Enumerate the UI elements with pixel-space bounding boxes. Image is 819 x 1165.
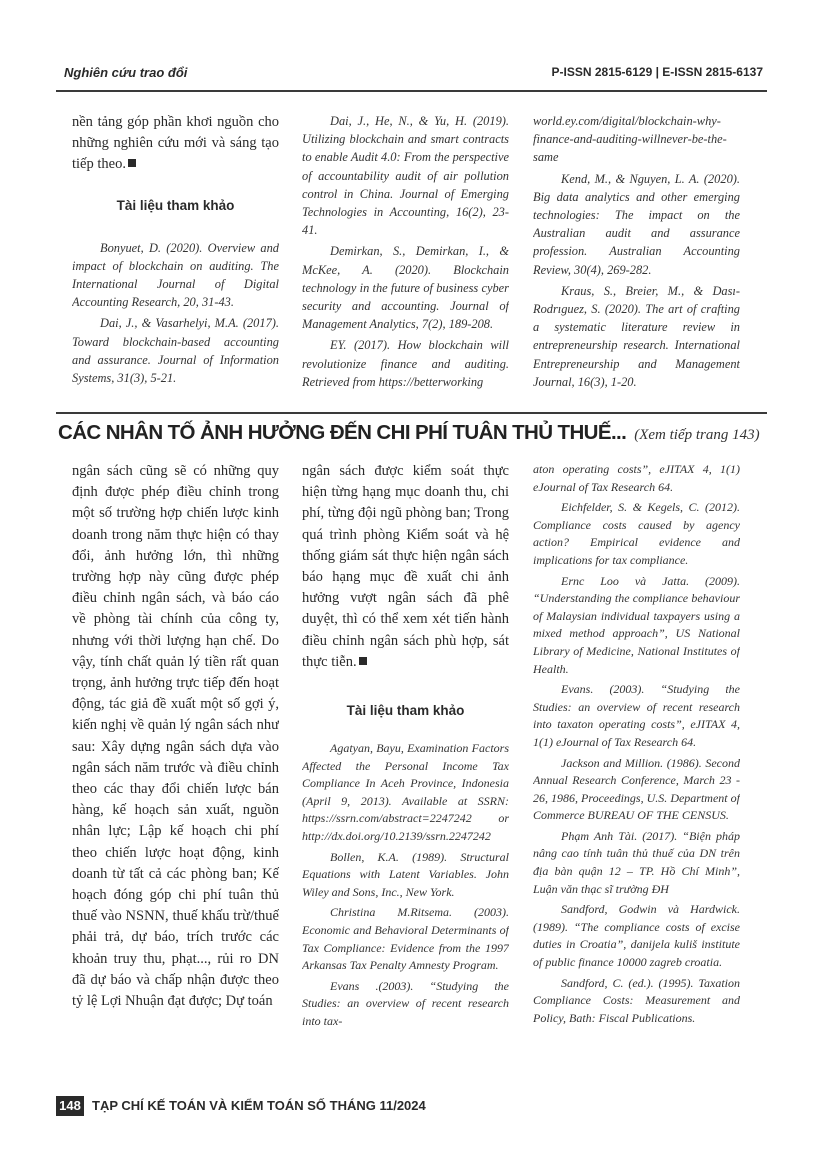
article-body-text: ngân sách cũng sẽ có những quy định được phép điều chỉnh trong một số trường hợp chiến lược kinh doanh trong năm thực hiện có thay đổi, ảnh hưởng lớn, thì những trường hợp này cũng được phép điều chỉnh ngân sách, và báo cáo về phòng tài chính của công ty, nhưng với thời lượng hạn chế. Do vậy, tính chất quản lý tiền rất quan trọng, ảnh hưởng trực tiếp đến hoạt động, tác giả đề xuất một số gợi ý, kiến nghị về quản lý ngân sách như sau: Xây dựng ngân sách dựa vào ngân sách năm trước và điều chỉnh theo các thay đổi chiến lược bán hàng, kế hoạch sản xuất, nguồn nhân lực; Lập kế hoạch chi phí theo chiến lược hoạt động, kinh doanh từ tất cả các phòng ban; Kế hoạch đóng góp chi phí tuân thủ thuế vào NSNN, thuế khấu trừ/thuế phải trả, dự báo, trích trước các khoản truy thu, phạt..., rủi ro DN đã dự báo và chấp nhận được theo tỷ lệ Lợi Nhuận đạt được; Dự toán — [72, 463, 279, 1010]
end-mark — [128, 159, 136, 167]
top-column-3 — [533, 112, 740, 407]
reference-item: Phạm Anh Tài. (2017). “Biện pháp nâng cao tính tuân thủ thuế của DN trên địa bàn quận 12 – TP. Hồ Chí Minh”, Luận văn thạc sĩ trường ĐH — [533, 828, 740, 896]
reference-item: EY. (2017). How blockchain will revolutionize finance and auditing. Retrieved from https://betterworking — [302, 338, 509, 389]
reference-item: Demirkan, S., Demirkan, I., & McKee, A. (2020). Blockchain technology in the future of business cyber security and accounting. Journal of Management Analytics, 7(2), 189-208. — [302, 244, 509, 332]
reference-item: Dai, J., He, N., & Yu, H. (2019). Utilizing blockchain and smart contracts to enable Audit 4.0: From the perspective of accountability audit of air pollution control in China. Journal of Emerging Technologies in Accounting, 16(2), 23-41. — [302, 114, 509, 238]
end-mark — [359, 657, 367, 665]
page-number: 148 — [56, 1096, 84, 1116]
continued-article-banner — [58, 421, 766, 445]
references-heading: Tài liệu tham khảo — [116, 197, 235, 213]
bottom-column-2 — [302, 461, 509, 1089]
reference-item: Jackson and Million. (1986). Second Annual Research Conference, March 23 - 26, 1986, Proceedings, U.S. Department of Commerce BUREAU OF THE CENSUS. — [533, 755, 740, 823]
bottom-column-3 — [533, 461, 740, 1089]
reference-item: Bollen, K.A. (1989). Structural Equations with Latent Variables. John Wiley and Sons, Inc., New York. — [302, 849, 509, 899]
reference-item: Evans. (2003). “Studying the Studies: an overview of recent research into taxaton operating costs”, eJITAX 4, 1(1) eJournal of Tax Research 64. — [533, 682, 740, 749]
top-column-1 — [72, 112, 279, 407]
reference-item: Sandford, C. (ed.). (1995). Taxation Compliance Costs: Measurement and Policy, Bath: Fiscal Publications. — [533, 975, 740, 1025]
article-ending-text: nền tảng góp phần khơi nguồn cho những nghiên cứu mới và sáng tạo tiếp theo. — [72, 114, 279, 173]
reference-item: Sandford, Godwin và Hardwick. (1989). “The compliance costs of excise duties in Croatia”, danijela kuliš institute of public finance 10000 zagreb croatia. — [533, 902, 740, 970]
reference-item: Bonyuet, D. (2020). Overview and impact of blockchain on auditing. The International Journal of Digital Accounting Research, 20, 31-43. — [72, 240, 279, 310]
reference-item: Ernc Loo và Jatta. (2009). “Understanding the compliance behaviour of Malaysian individual taxpayers using a mixed method approach”, US National Library of Medicine, National Institutes of Health. — [533, 573, 740, 676]
reference-item: Kraus, S., Breier, M., & Dası-Rodrıguez, S. (2020). The art of crafting a systematic literature review in entrepreneurship research. International Entrepreneurship and Management Journal, 16(3), 1-20. — [533, 283, 740, 389]
reference-item: Kend, M., & Nguyen, L. A. (2020). Big data analytics and other emerging technologies: The impact on the Australian audit and assurance profession. Australian Accounting Review, 30(4), 269-282. — [533, 171, 740, 277]
article-ending-text: ngân sách được kiểm soát thực hiện từng hạng mục doanh thu, chi phí, từng đội ngũ phòng ban; Trong quá trình phòng Kiểm soát và hệ thống giám sát thực hiện ngân sách báo hạng mục đề xuất chi ảnh hưởng vượt ngân sách đã phê duyệt, thì có thể xem xét tiến hành điều chỉnh ngân sách phù hợp, sát thực tiễn. — [302, 463, 509, 670]
reference-item: aton operating costs”, eJITAX 4, 1(1) eJournal of Tax Research 64. — [533, 462, 740, 494]
reference-item: Agatyan, Bayu, Examination Factors Affected the Personal Income Tax Compliance In Aceh Province, Indonesia (April 9, 2013). Available at SSRN: https://ssrn.com/abstract=2247242 or http://dx.doi.org/10.2139/ssrn.2247242 — [302, 741, 509, 843]
reference-item: Eichfelder, S. & Kegels, C. (2012). Compliance costs caused by agency action? Empirical evidence and implications for tax compliance. — [533, 500, 740, 567]
journal-name: TẠP CHÍ KẾ TOÁN VÀ KIỂM TOÁN SỐ THÁNG 11/2024 — [92, 1098, 426, 1113]
issn-label: P-ISSN 2815-6129 | E-ISSN 2815-6137 — [551, 65, 763, 79]
running-header — [56, 62, 767, 92]
top-column-2 — [302, 112, 509, 407]
reference-item: Christina M.Ritsema. (2003). Economic and Behavioral Determinants of Tax Compliance: Evidence from the 1997 Arkansas Tax Penalty Amnesty Program. — [302, 905, 509, 973]
continued-article-title: CÁC NHÂN TỐ ẢNH HƯỞNG ĐẾN CHI PHÍ TUÂN THỦ THUẾ... — [58, 421, 627, 444]
reference-item: Dai, J., & Vasarhelyi, M.A. (2017). Toward blockchain-based accounting and assurance. Journal of Information Systems, 31(3), 5-21. — [72, 316, 279, 386]
reference-item: world.ey.com/digital/blockchain-why-finance-and-auditing-willnever-be-the-same — [533, 114, 727, 165]
bottom-column-1 — [72, 461, 279, 1089]
references-heading: Tài liệu tham khảo — [346, 703, 465, 719]
section-divider — [56, 412, 767, 414]
section-label: Nghiên cứu trao đổi — [64, 65, 188, 80]
continued-page-note: (Xem tiếp trang 143) — [634, 427, 760, 443]
reference-item: Evans .(2003). “Studying the Studies: an overview of recent research into tax- — [302, 978, 509, 1028]
